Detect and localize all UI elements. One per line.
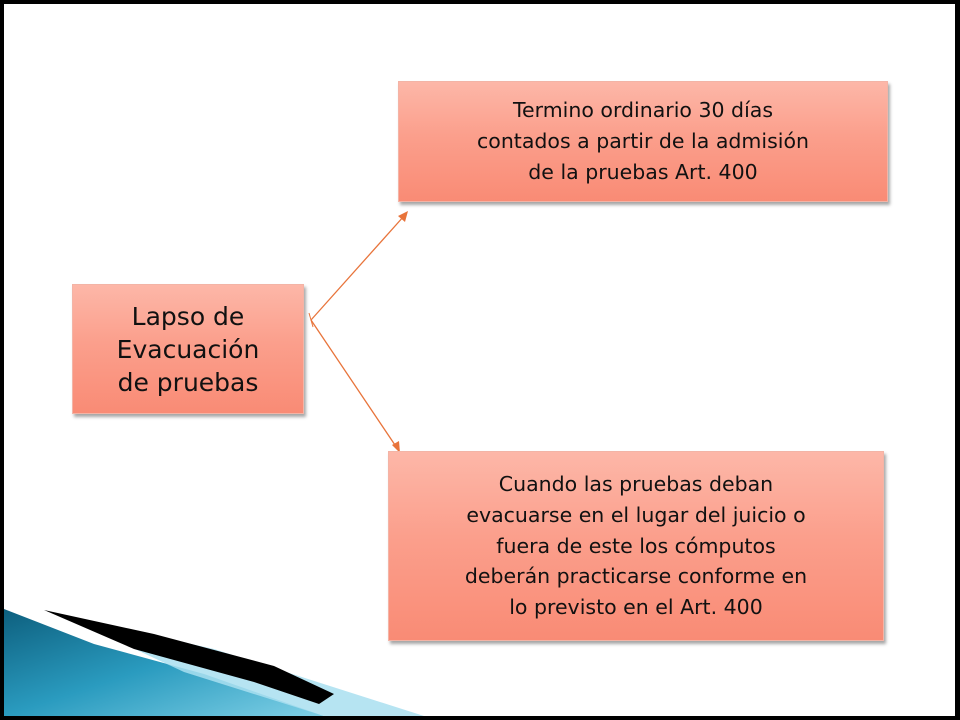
root-node-label: Lapso de Evacuación de pruebas	[116, 301, 260, 397]
branch-node-top-box	[398, 81, 888, 202]
branch-node-bottom-box	[388, 451, 884, 641]
slide-canvas	[4, 4, 955, 716]
connector-line-bottom	[311, 320, 397, 448]
branch-node-bottom-label: Cuando las pruebas deban evacuarse en el lugar del juicio o fuera de este los cómputos deberán practicarse conforme en lo previsto en el Art. 400	[464, 472, 808, 620]
branch-node-top-label: Termino ordinario 30 días contados a partir de la admisión de la pruebas Art. 400	[477, 98, 809, 184]
root-node-box	[72, 284, 304, 414]
connector-tick	[309, 313, 313, 327]
connector-line-top	[311, 216, 404, 320]
